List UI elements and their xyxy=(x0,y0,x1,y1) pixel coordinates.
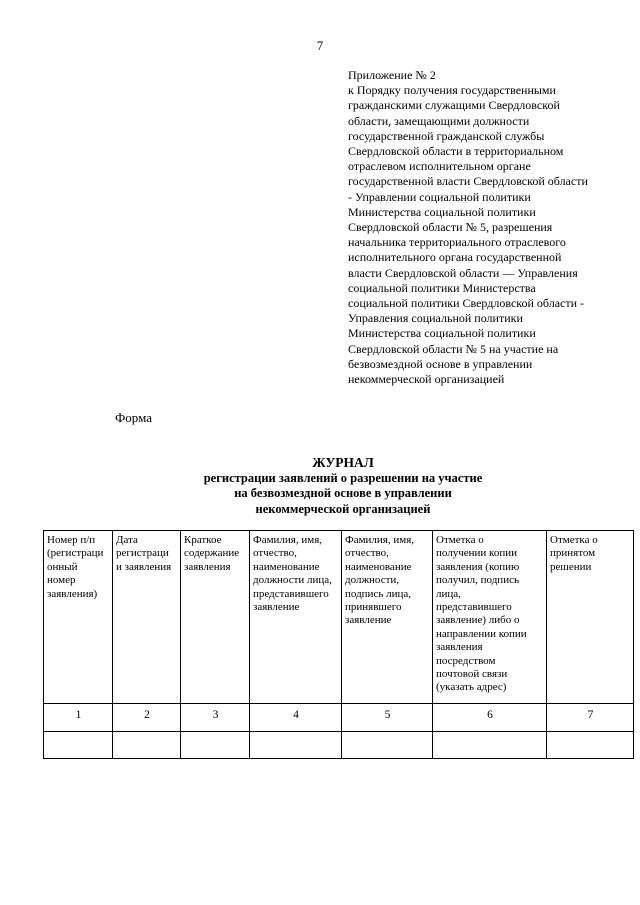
appendix-line: гражданскими служащими Свердловской xyxy=(348,98,560,113)
appendix-line: области, замещающими должности xyxy=(348,113,530,128)
header-text-line: подпись лица, xyxy=(345,587,411,600)
header-text-line: отчество, xyxy=(253,547,297,560)
appendix-line: государственной власти Свердловской области xyxy=(348,174,588,189)
appendix-line: к Порядку получения государственными xyxy=(348,83,556,98)
journal-title xyxy=(0,455,640,517)
appendix-line: социальной политики Министерства xyxy=(348,280,536,295)
header-text-line: принятом xyxy=(550,547,596,560)
journal-title-main: ЖУРНАЛ xyxy=(312,455,374,470)
header-text-line: получил, подпись xyxy=(436,574,519,587)
header-cell-decision xyxy=(547,531,634,704)
header-text-line: Фамилия, имя, xyxy=(345,534,415,546)
appendix-line: Свердловской области № 5, разрешения xyxy=(348,220,553,235)
appendix-line: Министерства социальной политики xyxy=(348,204,536,219)
appendix-line: власти Свердловской области — Управления xyxy=(348,265,578,280)
header-cell-number xyxy=(44,531,113,704)
column-number: 7 xyxy=(547,704,634,732)
header-text-line: Краткое xyxy=(184,534,222,546)
journal-subtitle-line: на безвозмездной основе в управлении xyxy=(234,486,452,500)
header-cell-date xyxy=(113,531,181,704)
header-text-line: должности, xyxy=(345,574,400,587)
header-text-line: заявления xyxy=(184,560,231,573)
header-text-line: решении xyxy=(550,560,592,573)
appendix-line: исполнительного органа государственной xyxy=(348,250,562,265)
column-number: 3 xyxy=(181,704,250,732)
header-text-line: заявления xyxy=(436,641,483,654)
appendix-line: - Управлении социальной политики xyxy=(348,189,531,204)
empty-cell xyxy=(250,732,342,759)
appendix-line: начальника территориального отраслевого xyxy=(348,235,566,250)
empty-cell xyxy=(181,732,250,759)
header-text-line: получении копии xyxy=(436,547,518,560)
appendix-block xyxy=(348,68,616,387)
header-cell-receiver xyxy=(342,531,433,704)
header-text-line: представившего xyxy=(253,587,329,600)
appendix-line: безвозмездной основе в управлении xyxy=(348,356,533,371)
header-text-line: (регистраци xyxy=(47,547,104,560)
header-text-line: заявления (копию xyxy=(436,560,520,573)
header-text-line: регистраци xyxy=(116,547,169,560)
column-number: 2 xyxy=(113,704,181,732)
header-cell-copy-mark xyxy=(433,531,547,704)
journal-table xyxy=(43,530,634,759)
header-text-line: должности лица, xyxy=(253,574,332,587)
journal-subtitle-line: некоммерческой организацией xyxy=(255,501,431,516)
table-empty-row xyxy=(44,732,634,759)
header-text-line: Фамилия, имя, xyxy=(253,534,323,546)
appendix-line: Приложение № 2 xyxy=(348,68,436,82)
header-text-line: отчество, xyxy=(345,547,389,560)
header-text-line: и заявления xyxy=(116,560,172,573)
header-text-line: (указать адрес) xyxy=(436,681,507,694)
appendix-line: социальной политики Свердловской области - xyxy=(348,296,585,311)
appendix-line: государственной гражданской службы xyxy=(348,128,545,143)
appendix-line: отраслевом исполнительном органе xyxy=(348,159,531,174)
table-number-row xyxy=(44,704,634,732)
header-text-line: заявления) xyxy=(47,587,98,600)
header-cell-submitter xyxy=(250,531,342,704)
empty-cell xyxy=(433,732,547,759)
header-text-line: представившего xyxy=(436,601,512,614)
header-text-line: направлении копии xyxy=(436,627,527,640)
header-cell-summary xyxy=(181,531,250,704)
appendix-line: Министерства социальной политики xyxy=(348,326,536,341)
header-text-line: принявшего xyxy=(345,601,402,614)
empty-cell xyxy=(342,732,433,759)
header-text-line: наименование xyxy=(253,560,320,573)
form-label: Форма xyxy=(115,410,152,425)
column-number: 5 xyxy=(342,704,433,732)
page-number: 7 xyxy=(316,38,324,53)
header-text-line: наименование xyxy=(345,560,412,573)
header-text-line: Отметка о xyxy=(436,534,484,546)
empty-cell xyxy=(113,732,181,759)
header-text-line: почтовой связи xyxy=(436,668,508,681)
column-number: 1 xyxy=(44,704,113,732)
header-text-line: Отметка о xyxy=(550,534,598,546)
header-text-line: Номер п/п xyxy=(47,534,96,546)
appendix-line: Свердловской области в территориальном xyxy=(348,144,564,159)
column-number: 4 xyxy=(250,704,342,732)
journal-subtitle-line: регистрации заявлений о разрешении на участие xyxy=(203,470,483,485)
header-text-line: заявление) либо о xyxy=(436,614,520,627)
empty-cell xyxy=(44,732,113,759)
header-text-line: лица, xyxy=(436,587,461,600)
appendix-line: Управления социальной политики xyxy=(348,311,523,326)
header-text-line: посредством xyxy=(436,654,496,667)
column-number: 6 xyxy=(433,704,547,732)
header-text-line: онный xyxy=(47,560,78,573)
header-text-line: содержание xyxy=(184,547,240,560)
table-header-row xyxy=(44,531,634,704)
appendix-line: некоммерческой организацией xyxy=(348,372,505,387)
header-text-line: номер xyxy=(47,574,76,587)
header-text-line: Дата xyxy=(116,534,138,546)
appendix-line: Свердловской области № 5 на участие на xyxy=(348,341,559,356)
header-text-line: заявление xyxy=(345,614,392,627)
header-text-line: заявление xyxy=(253,601,300,614)
empty-cell xyxy=(547,732,634,759)
